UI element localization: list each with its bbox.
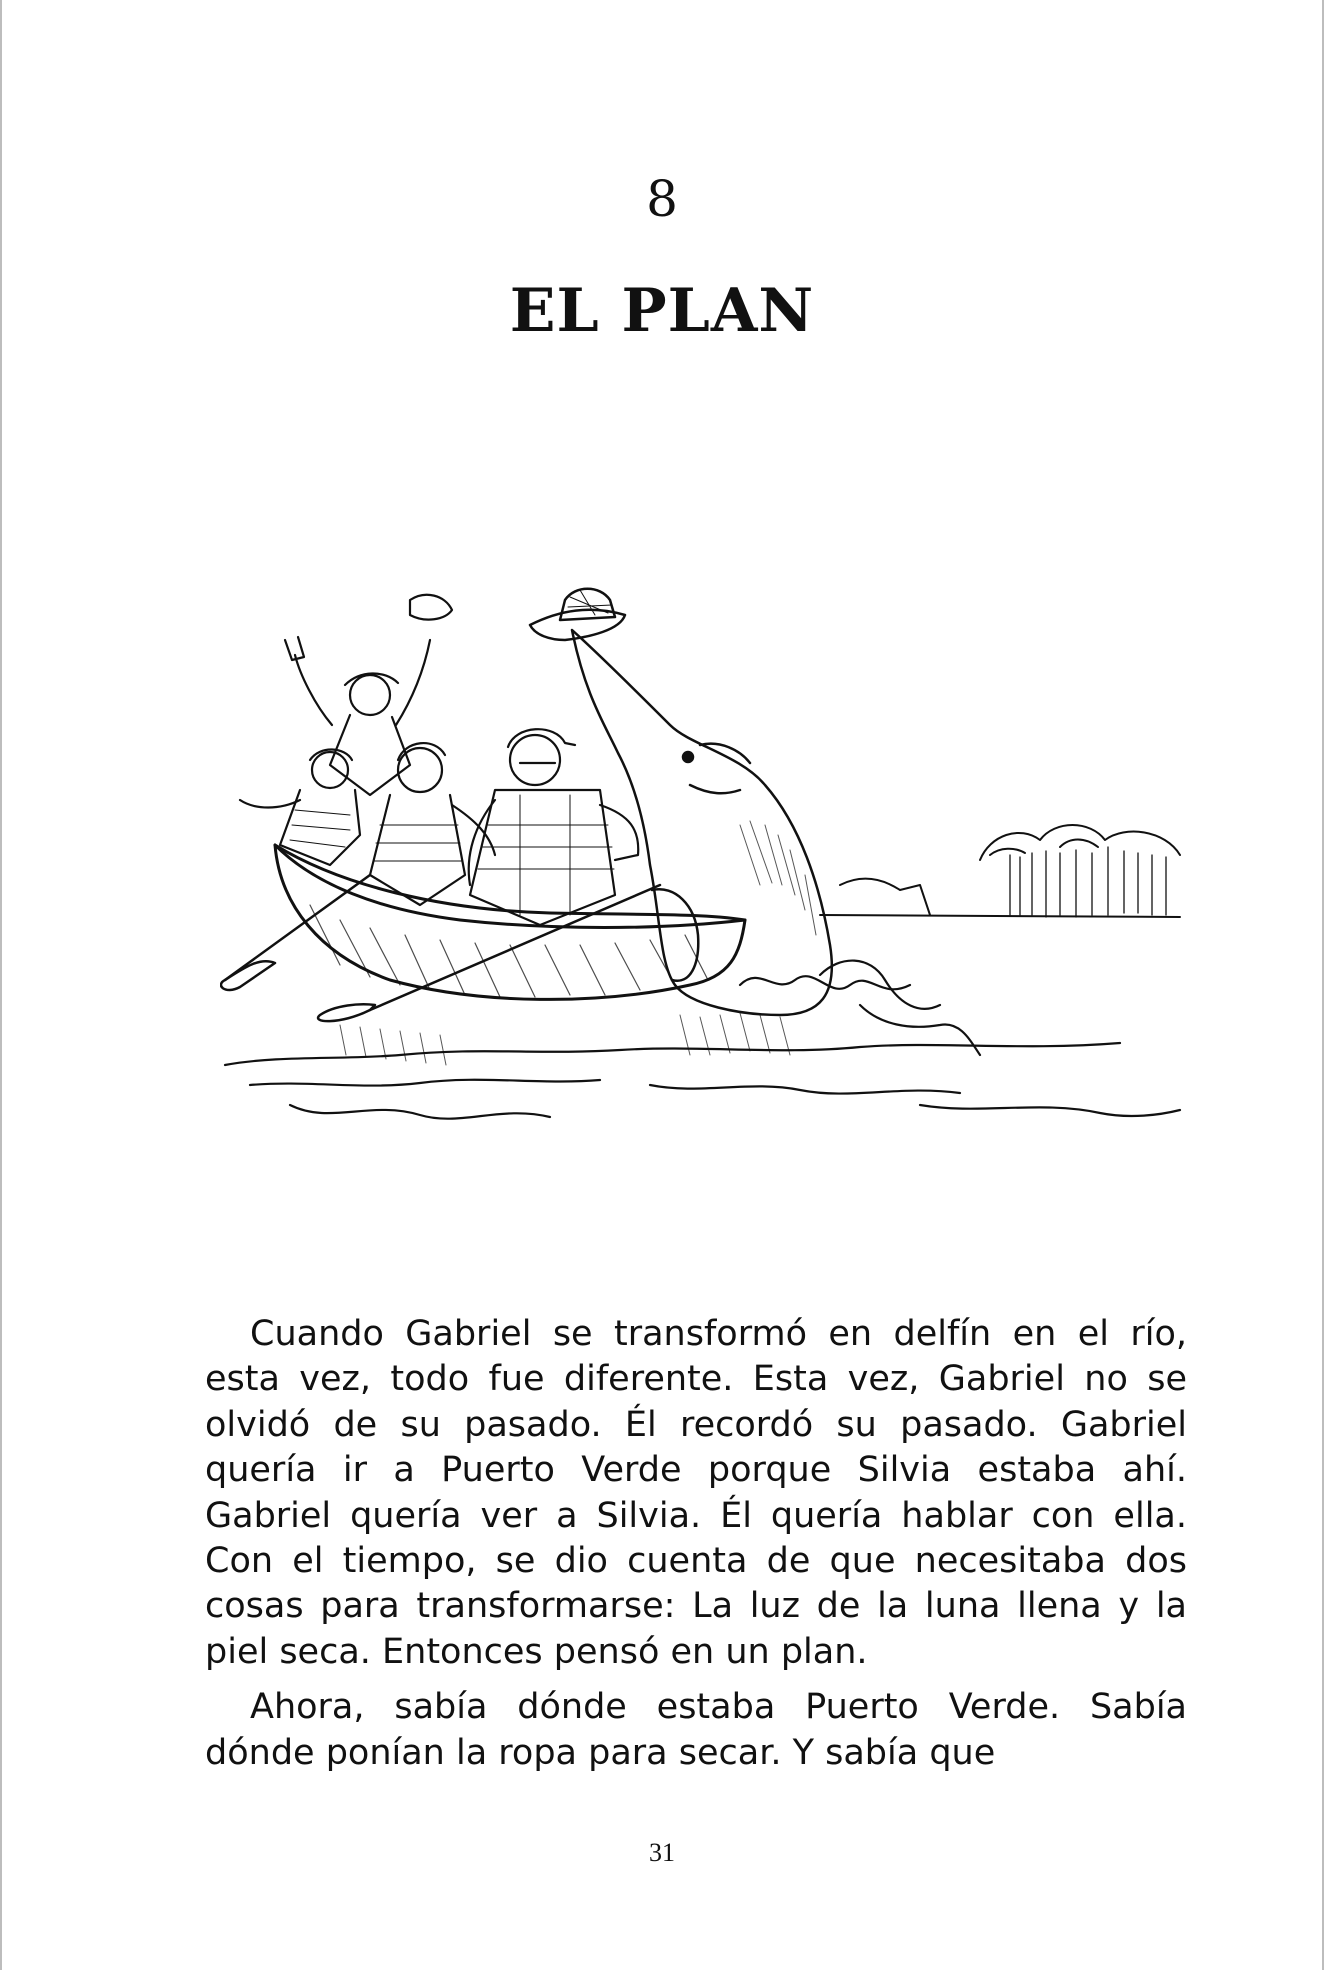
body-text [205,1312,1187,1786]
paragraph: Cuando Gabriel se transformó en delfín en el río, esta vez, todo fue diferente. Esta vez, Gabriel no se olvidó de su pasado. Él recordó su pasado. Gabriel quería ir a Puerto Verde porque Silvia estaba ahí. Gabriel quería ver a Silvia. Él quería hablar con ella. Con el tiempo, se dio cuenta de que necesitaba dos cosas para transformarse: La luz de la luna llena y la piel seca. Entonces pensó en un plan. [205,1314,1187,1672]
rowboat [275,845,745,999]
passengers [240,595,638,925]
chapter-number: 8 [646,170,678,228]
page-number: 31 [649,1838,675,1867]
river-dolphin [530,589,832,1015]
chapter-title: EL PLAN [509,276,815,346]
shore-trees [820,825,1180,917]
paragraph: Ahora, sabía dónde estaba Puerto Verde. Sabía dónde ponían la ropa para secar. Y sabía que [205,1687,1187,1773]
boat-and-river-dolphin-illustration [220,585,1192,1165]
river-water [225,961,1180,1119]
